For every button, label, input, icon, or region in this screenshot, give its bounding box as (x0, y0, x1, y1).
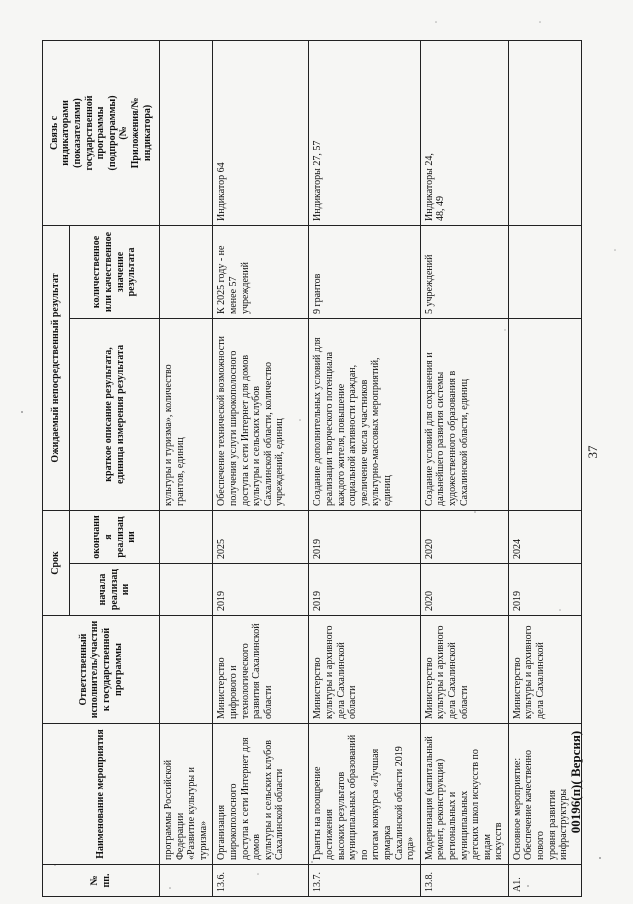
header-executor: Ответственный исполнитель/участни к государственной программы (43, 616, 160, 724)
header-term: Срок (43, 510, 70, 615)
cell-name: Организация широкополосного доступа к сети Интернет для домов культуры и сельских клубов Сахалинской области (213, 724, 309, 865)
cell-desc: Создание условий для сохранения и дальнейшего развития системы художественного образования в Сахалинской области, единиц (420, 318, 508, 510)
document-code: 00196(п)( Версия) (568, 730, 583, 834)
cell-num: 13.6. (213, 865, 309, 897)
header-result-desc: краткое описание результата, единица измерения результата (70, 318, 160, 510)
activities-table (42, 40, 582, 897)
cell-desc: культуры и туризма», количество грантов, единиц (160, 318, 213, 510)
header-name: Наименование мероприятия (43, 724, 160, 865)
cell-value: 9 грантов (309, 225, 420, 318)
cell-link: Индикатор 64 (213, 40, 309, 225)
cell-start: 2020 (420, 564, 508, 616)
cell-executor: Министерство культуры и архивного дела Сахалинской области (309, 616, 420, 724)
cell-end (160, 510, 213, 563)
header-result-value: количественное или качественное значение результата (70, 225, 160, 318)
cell-end: 2024 (508, 510, 581, 563)
table-row (508, 40, 581, 896)
cell-num: А1. (508, 865, 581, 897)
table-row (213, 40, 309, 896)
page-number: 37 (585, 445, 600, 459)
cell-value (508, 225, 581, 318)
table-row (309, 40, 420, 896)
cell-name: Модернизация (капитальный ремонт, реконструкция) региональных и муниципальных детских школ искусств по видам искусств (420, 724, 508, 865)
cell-start: 2019 (309, 564, 420, 616)
header-term-start: начала реализац ии (70, 564, 160, 616)
cell-executor: Министерство культуры и архивного дела Сахалинской области (420, 616, 508, 724)
header-result: Ожидаемый непосредственный результат (43, 225, 70, 510)
cell-executor (160, 616, 213, 724)
cell-end: 2025 (213, 510, 309, 563)
cell-executor: Министерство цифрового и технологического развития Сахалинской области (213, 616, 309, 724)
header-num: № пп. (43, 865, 160, 897)
cell-start (160, 564, 213, 616)
header-term-end: окончани я реализац ии (70, 510, 160, 563)
cell-link: Индикаторы 27, 57 (309, 40, 420, 225)
cell-name: программы Российской Федерации «Развитие культуры и туризма» (160, 724, 213, 865)
cell-start: 2019 (508, 564, 581, 616)
cell-desc: Обеспечение технической возможности получения услуги широкополосного доступа к сети Интернет для домов культуры и сельских клубов Сахалинской области, количество учреждений, единиц (213, 318, 309, 510)
cell-value: 5 учреждений (420, 225, 508, 318)
cell-desc (508, 318, 581, 510)
cell-value (160, 225, 213, 318)
cell-name: Гранты на поощрение достижения высоких результатов муниципальных образований по итогам конкурса «Лучшая ярмарка Сахалинской области 2019 года» (309, 724, 420, 865)
cell-end: 2019 (309, 510, 420, 563)
cell-link: Индикаторы 24, 48, 49 (420, 40, 508, 225)
cell-start: 2019 (213, 564, 309, 616)
cell-num: 13.8. (420, 865, 508, 897)
header-link: Связь с индикаторами (показателями) государственной программы (подпрограммы) (№ Приложения/№ индикатора) (43, 40, 160, 225)
rotated-table-container (42, 41, 570, 897)
cell-value: К 2025 году - не менее 57 учреждений (213, 225, 309, 318)
table-row (160, 40, 213, 896)
cell-link (160, 40, 213, 225)
cell-link (508, 40, 581, 225)
cell-executor: Министерство культуры и архивного дела Сахалинской (508, 616, 581, 724)
cell-num: 13.7. (309, 865, 420, 897)
table-row (420, 40, 508, 896)
cell-name: Основное мероприятие: Обеспечение качественно нового уровня развития инфраструктуры (508, 724, 581, 865)
cell-desc: Создание дополнительных условий для реализации творческого потенциала каждого жителя, повышение социальной активности граждан, увеличение числа участников культурно-массовых мероприятий, единиц (309, 318, 420, 510)
cell-end: 2020 (420, 510, 508, 563)
cell-num (160, 865, 213, 897)
